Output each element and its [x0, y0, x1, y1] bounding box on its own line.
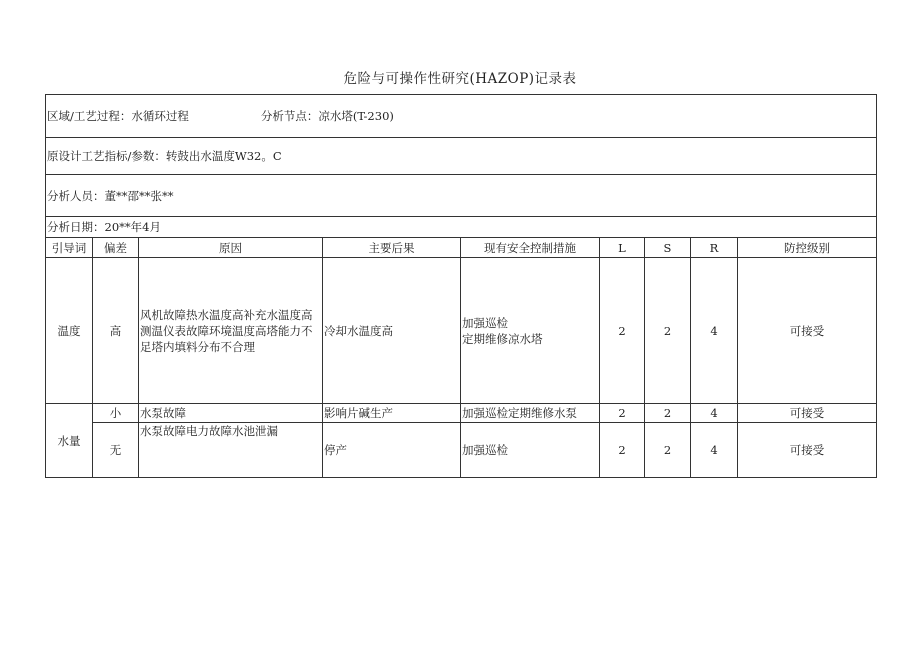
col-header-r: R [691, 238, 738, 258]
r-value-cell: 4 [691, 423, 738, 478]
measures-cell: 加强巡检 [461, 423, 600, 478]
area-label: 区域/工艺过程： [47, 109, 132, 123]
col-header-cause: 原因 [139, 238, 323, 258]
l-value-cell: 2 [600, 404, 645, 423]
level-cell: 可接受 [738, 404, 877, 423]
r-value-cell: 4 [691, 258, 738, 404]
date-label: 分析日期： [47, 220, 105, 234]
col-header-s: S [645, 238, 691, 258]
measures-cell: 加强巡检定期维修水泵 [461, 404, 600, 423]
info-row-design [46, 138, 877, 175]
date-value: 20**年4月 [104, 220, 161, 234]
guide-word-cell: 温度 [46, 258, 93, 404]
page-title: 危险与可操作性研究(HAZOP)记录表 [343, 71, 577, 87]
measure-line: 定期维修凉水塔 [462, 331, 543, 346]
table-row [46, 423, 877, 478]
info-row-area [46, 95, 877, 138]
hazop-table [45, 94, 877, 478]
measure-line: 加强巡检 [462, 315, 508, 330]
consequence-cell: 停产 [323, 423, 461, 478]
measures-cell [461, 258, 600, 404]
col-header-l: L [600, 238, 645, 258]
area-value: 水循环过程 [131, 109, 189, 123]
col-header-level: 防控级别 [738, 238, 877, 258]
consequence-cell: 影响片碱生产 [323, 404, 461, 423]
header-row [46, 238, 877, 258]
s-value-cell: 2 [645, 404, 691, 423]
consequence-cell: 冷却水温度高 [323, 258, 461, 404]
design-value: 转鼓出水温度W32。C [165, 149, 282, 163]
col-header-guide: 引导词 [46, 238, 93, 258]
deviation-cell: 无 [93, 423, 139, 478]
col-header-consequence: 主要后果 [323, 238, 461, 258]
cause-cell: 风机故障热水温度高补充水温度高测温仪表故障环境温度高塔能力不足塔内填料分布不合理 [139, 258, 323, 404]
deviation-cell: 小 [93, 404, 139, 423]
staff-label: 分析人员： [47, 188, 105, 203]
guide-word-cell: 水量 [46, 404, 93, 478]
design-label: 原设计工艺指标/参数： [47, 149, 166, 163]
col-header-deviation: 偏差 [93, 238, 139, 258]
table-row [46, 258, 877, 404]
node-value: 凉水塔(T-230) [318, 109, 394, 123]
node-label: 分析节点： [260, 109, 319, 123]
info-row-date [46, 217, 877, 238]
cause-cell: 水泵故障 [139, 404, 323, 423]
table-row [46, 404, 877, 423]
s-value-cell: 2 [645, 258, 691, 404]
s-value-cell: 2 [645, 423, 691, 478]
l-value-cell: 2 [600, 423, 645, 478]
deviation-cell: 高 [93, 258, 139, 404]
info-row-staff [46, 175, 877, 217]
r-value-cell: 4 [691, 404, 738, 423]
cause-cell: 水泵故障电力故障水池泄漏 [139, 423, 323, 478]
staff-value: 董**邵**张** [104, 188, 174, 203]
l-value-cell: 2 [600, 258, 645, 404]
level-cell: 可接受 [738, 423, 877, 478]
level-cell: 可接受 [738, 258, 877, 404]
col-header-measures: 现有安全控制措施 [461, 238, 600, 258]
